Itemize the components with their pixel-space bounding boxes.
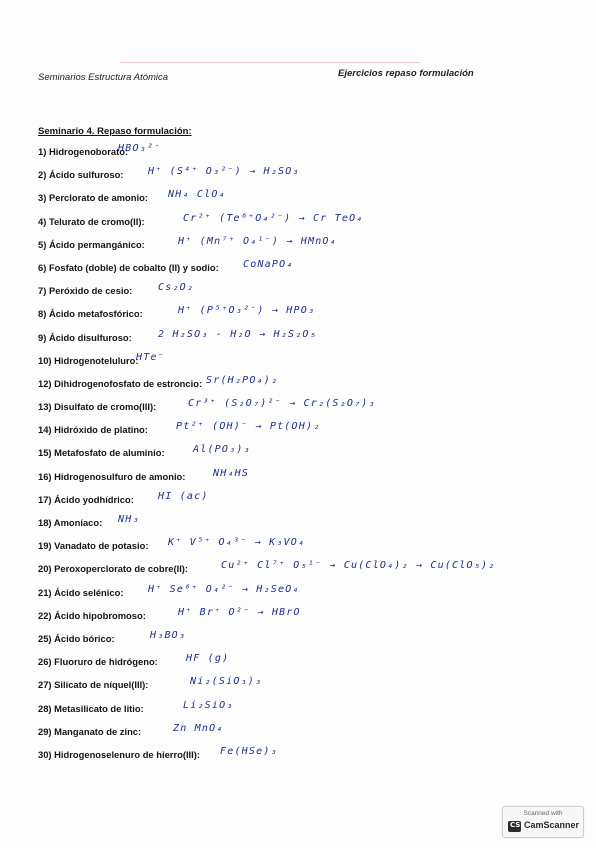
handwritten-answer: H⁺ Br⁺ O²⁻ → HBrO — [178, 606, 301, 618]
handwritten-answer: Sr(H₂PO₄)₂ — [206, 374, 279, 386]
exercise-row — [38, 699, 578, 726]
handwritten-answer: CoNaPO₄ — [243, 258, 294, 270]
handwritten-answer: NH₄HS — [213, 467, 250, 479]
exercise-label: 2) Ácido sulfuroso: — [38, 169, 124, 181]
exercise-label: 18) Amoníaco: — [38, 517, 103, 528]
handwritten-answer: H⁺ (P⁵⁺O₃²⁻) → HPO₃ — [178, 305, 316, 317]
exercise-row — [38, 143, 578, 169]
handwritten-answer: Fe(HSe)₃ — [220, 745, 278, 757]
handwritten-answer: HI (ac) — [158, 490, 209, 502]
exercise-label: 19) Vanadato de potasio: — [38, 540, 149, 552]
exercise-row — [38, 583, 578, 610]
exercise-label: 15) Metafosfato de aluminio: — [38, 447, 165, 459]
handwritten-answer: Ni₂(SiO₃)₃ — [190, 676, 263, 688]
handwritten-answer: H⁺ Se⁶⁺ O₄²⁻ → H₂SeO₄ — [148, 583, 300, 595]
handwritten-answer: HTe⁻ — [136, 351, 165, 363]
exercise-list — [38, 143, 578, 772]
exercise-label: 27) Silicato de níquel(III): — [38, 679, 149, 691]
exercise-row — [38, 676, 578, 702]
exercise-label: 12) Dihidrogenofosfato de estroncio: — [38, 377, 203, 389]
handwritten-answer: H⁺ (Mn⁷⁺ O₄¹⁻) → HMnO₄ — [178, 235, 337, 247]
exercise-label: 14) Hidróxido de platino: — [38, 424, 148, 436]
exercise-label: 30) Hidrogenoselenuro de hierro(III): — [38, 748, 200, 760]
exercise-row — [38, 235, 578, 262]
exercise-row — [38, 606, 578, 633]
exercise-row — [38, 653, 578, 679]
exercise-row — [38, 467, 578, 494]
exercise-row — [38, 351, 578, 378]
handwritten-answer: H₃BO₃ — [150, 629, 187, 641]
handwritten-answer: Pt²⁺ (OH)⁻ → Pt(OH)₂ — [176, 421, 321, 433]
handwritten-answer: Al(PO₃)₃ — [193, 444, 251, 456]
exercise-row — [38, 258, 578, 285]
stamp-logo-text: CS — [510, 821, 521, 829]
stamp-caption: Scanned with — [523, 810, 563, 817]
exercise-label: 22) Ácido hipobromoso: — [38, 609, 146, 621]
exercise-row — [38, 560, 578, 586]
handwritten-answer: NH₃ — [118, 514, 140, 525]
handwritten-answer: K⁺ V⁵⁺ O₄³⁻ → K₃VO₄ — [168, 537, 306, 549]
exercise-label: 4) Telurato de cromo(II): — [38, 215, 145, 227]
handwritten-answer: Cs₂O₂ — [158, 282, 195, 294]
exercise-label: 13) Disulfato de cromo(III): — [38, 401, 157, 413]
handwritten-answer: Cr²⁺ (Te⁶⁺O₄²⁻) → Cr TeO₄ — [183, 212, 364, 224]
exercise-label: 6) Fosfato (doble) de cobalto (II) y sodio: — [38, 261, 219, 273]
exercise-label: 17) Ácido yodhídrico: — [38, 493, 134, 505]
exercise-label: 7) Peróxido de cesio: — [38, 285, 133, 297]
handwritten-answer: 2 H₂SO₃ - H₂O → H₂S₂O₅ — [158, 328, 317, 340]
exercise-label: 28) Metasilicato de litio: — [38, 702, 144, 714]
exercise-label: 16) Hidrogenosulfuro de amonio: — [38, 470, 186, 482]
exercise-row — [38, 444, 578, 470]
exercise-row — [38, 722, 578, 749]
exercise-row — [38, 421, 578, 447]
exercise-label: 29) Manganato de zinc: — [38, 725, 142, 737]
exercise-label: 8) Ácido metafosfórico: — [38, 308, 143, 320]
camscanner-stamp — [502, 806, 584, 838]
handwritten-answer: Cr³⁺ (S₂O₇)²⁻ → Cr₂(S₂O₇)₃ — [188, 398, 376, 410]
handwritten-answer: Cu²⁺ Cl⁷⁺ O₅¹⁻ → Cu(ClO₄)₂ → Cu(ClO₅)₂ — [221, 560, 496, 572]
exercise-label: 9) Ácido disulfuroso: — [38, 331, 132, 343]
exercise-label: 21) Ácido selénico: — [38, 586, 124, 598]
handwritten-answer: H⁺ (S⁴⁺ O₃²⁻) → H₂SO₃ — [148, 166, 300, 178]
exercise-label: 25) Ácido bórico: — [38, 632, 115, 644]
handwritten-answer: Li₂SiO₃ — [183, 699, 234, 711]
handwritten-answer: NH₄ ClO₄ — [168, 189, 226, 201]
exercise-label: 20) Peroxoperclorato de cobre(II): — [38, 563, 189, 575]
exercise-row — [38, 166, 578, 192]
section-title: Seminario 4. Repaso formulación: — [38, 126, 192, 137]
exercise-label: 26) Fluoruro de hidrógeno: — [38, 656, 158, 668]
exercise-row — [38, 745, 578, 772]
exercise-row — [38, 514, 578, 540]
exercise-label: 3) Perclorato de amonio: — [38, 192, 148, 204]
stamp-brand: CamScanner — [524, 820, 580, 830]
handwritten-answer: HBO₃²⁻ — [118, 143, 162, 154]
header-right-text: Ejercicios repaso formulación — [338, 68, 474, 79]
camscanner-logo-icon — [508, 821, 521, 832]
exercise-label: 10) Hidrogenoteluluro: — [38, 354, 139, 366]
handwritten-answer: HF (g) — [186, 653, 230, 665]
header-left-text: Seminarios Estructura Atómica — [38, 72, 169, 83]
handwritten-answer: Zn MnO₄ — [173, 722, 224, 734]
exercise-row — [38, 328, 578, 355]
header-rule — [120, 62, 420, 63]
exercise-label: 1) Hidrogenoborato: — [38, 146, 129, 157]
exercise-row — [38, 629, 578, 656]
exercise-label: 5) Ácido permangánico: — [38, 238, 145, 250]
